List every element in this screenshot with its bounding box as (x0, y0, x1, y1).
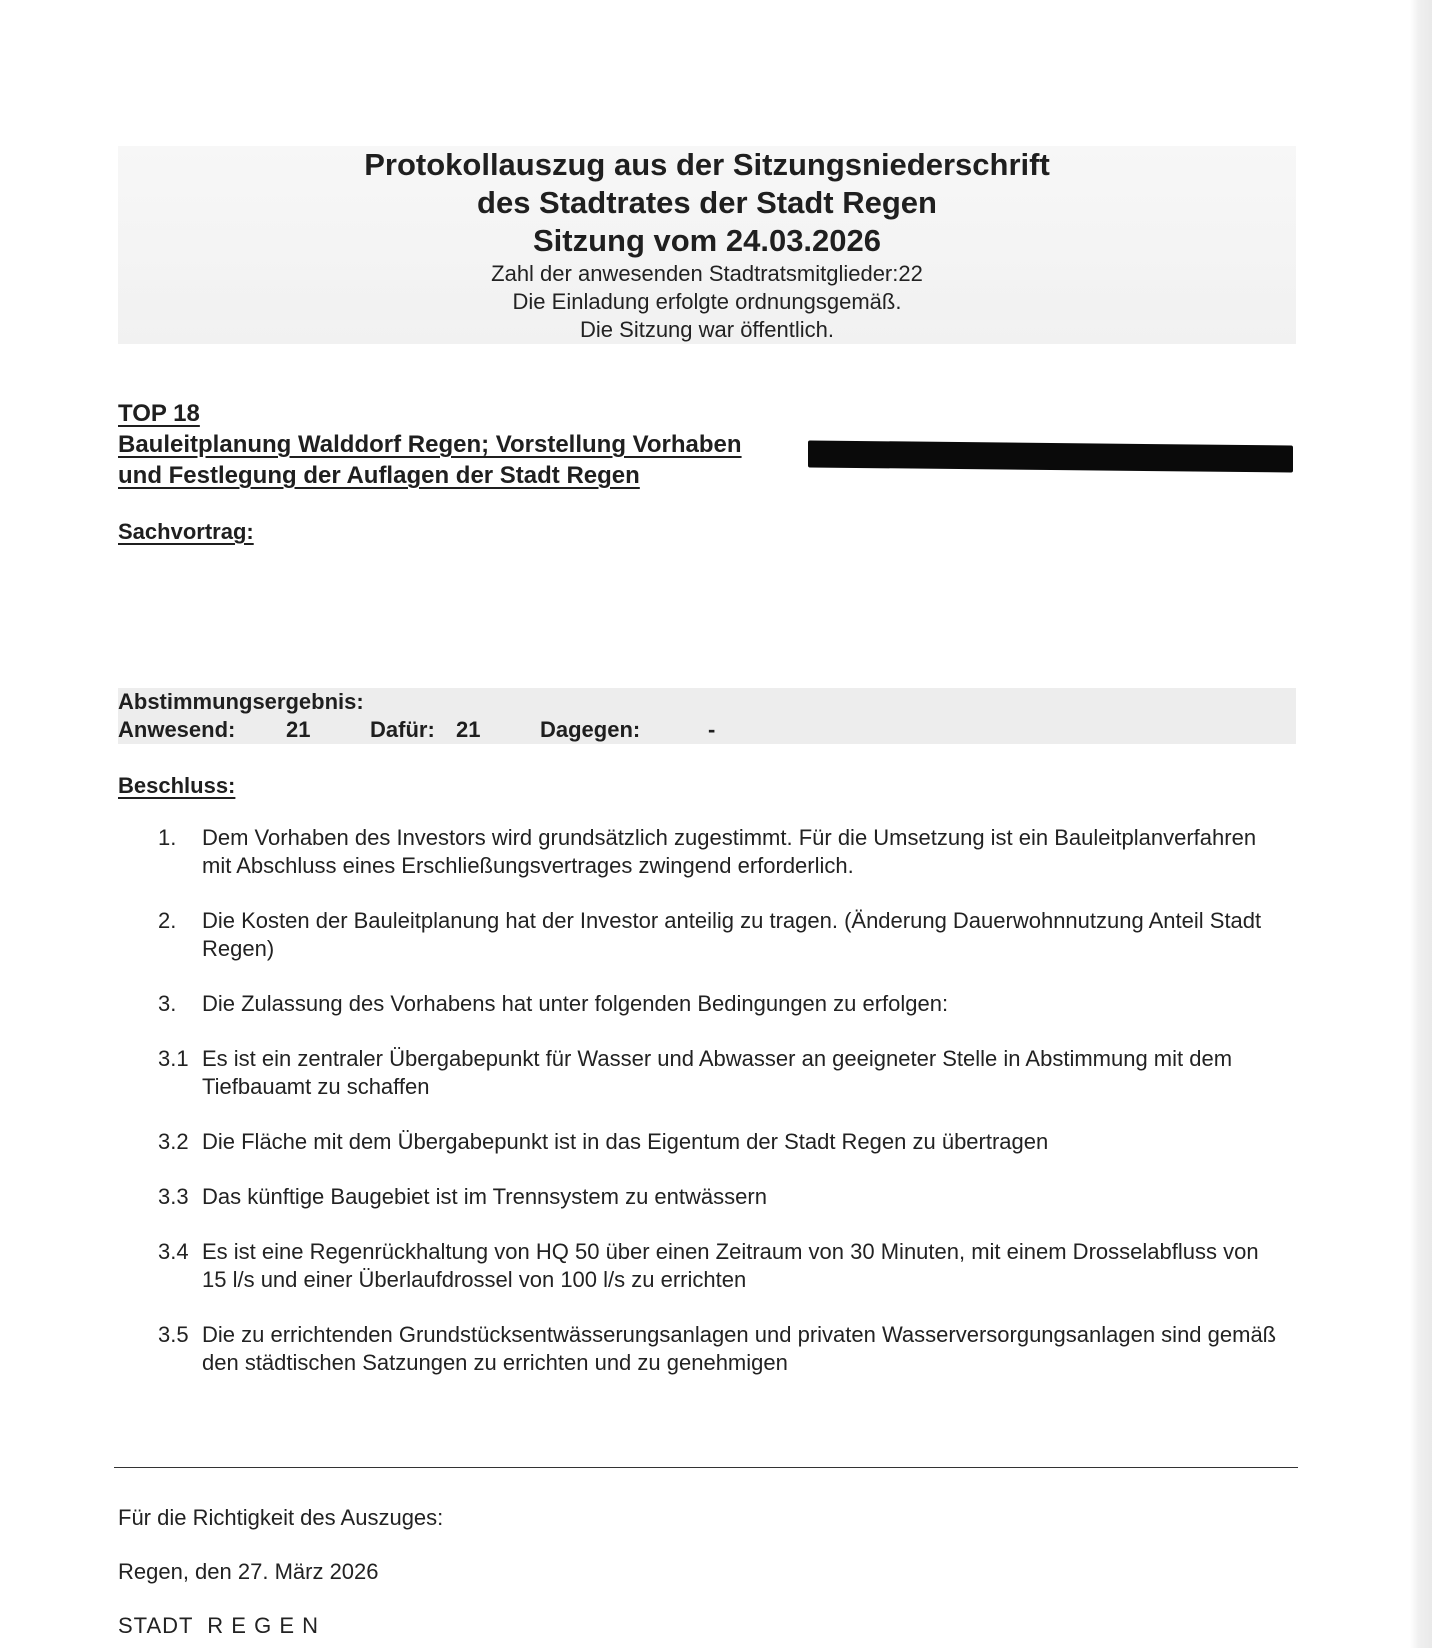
resolution-item (158, 1238, 1278, 1294)
resolution-item (158, 824, 1278, 880)
place-date-text: Regen, den 27. März 2026 (118, 1559, 379, 1584)
resolution-item-number: 3.2 (158, 1129, 189, 1154)
resolution-item (158, 1321, 1278, 1377)
vote-row (118, 716, 1296, 744)
header-invitation-note: Die Einladung erfolgte ordnungsgemäß. (512, 289, 902, 314)
resolution-item-number: 3. (158, 991, 177, 1016)
agenda-title-row (118, 429, 1298, 460)
certification-text: Für die Richtigkeit des Auszuges: (118, 1505, 444, 1530)
resolution-list (158, 824, 1278, 1404)
resolution-item-number: 1. (158, 825, 177, 850)
resolution-item-number: 3.1 (158, 1046, 189, 1071)
resolution-item-text: Dem Vorhaben des Investors wird grundsätzlich zugestimmt. Für die Umsetzung ist ein Bauleitplanverfahren mit Abschluss eines Erschließungsvertrages zwingend erforderlich. (202, 825, 1257, 878)
header-public-note: Die Sitzung war öffentlich. (580, 317, 834, 342)
resolution-item-text: Das künftige Baugebiet ist im Trennsystem zu entwässern (202, 1184, 767, 1209)
vote-against-label: Dagegen: (540, 717, 641, 742)
resolution-item-text: Die zu errichtenden Grundstücksentwässerungsanlagen und privaten Wasserversorgungsanlagen sind gemäß den städtischen Satzungen zu errichten und zu genehmigen (202, 1322, 1277, 1375)
resolution-item (158, 907, 1278, 963)
resolution-item-text: Die Zulassung des Vorhabens hat unter folgenden Bedingungen zu erfolgen: (202, 991, 949, 1016)
agenda-title-line-1: Bauleitplanung Walddorf Regen; Vorstellung Vorhaben (118, 431, 742, 458)
resolution-item-text: Es ist eine Regenrückhaltung von HQ 50 über einen Zeitraum von 30 Minuten, mit einem Drosselabfluss von 15 l/s und einer Überlaufdrossel von 100 l/s zu errichten (202, 1239, 1259, 1292)
vote-present-label: Anwesend: (118, 717, 236, 742)
sachvortrag-heading: Sachvortrag: (118, 519, 254, 544)
resolution-item-number: 3.4 (158, 1239, 189, 1264)
resolution-item-number: 2. (158, 908, 177, 933)
vote-heading: Abstimmungsergebnis: (118, 689, 364, 714)
vote-result (118, 688, 1296, 744)
agenda-item-number: TOP 18 (118, 400, 200, 427)
vote-for-value: 21 (456, 717, 481, 742)
header-title-line-1: Protokollauszug aus der Sitzungsniederschrift (364, 147, 1050, 182)
resolution-item-text: Es ist ein zentraler Übergabepunkt für Wasser und Abwasser an geeigneter Stelle in Abstimmung mit dem Tiefbauamt zu schaffen (202, 1046, 1233, 1099)
resolution-item (158, 1183, 1278, 1211)
vote-for-label: Dafür: (370, 717, 435, 742)
resolution-item (158, 1045, 1278, 1101)
beschluss-heading: Beschluss: (118, 773, 236, 798)
vote-against-value: - (708, 717, 716, 742)
resolution-item-text: Die Fläche mit dem Übergabepunkt ist in das Eigentum der Stadt Regen zu übertragen (202, 1129, 1049, 1154)
redaction-bar (808, 440, 1293, 472)
vote-present-value: 21 (286, 717, 311, 742)
resolution-item (158, 990, 1278, 1018)
header-members-present: Zahl der anwesenden Stadtratsmitglieder:22 (491, 261, 923, 286)
resolution-item-number: 3.5 (158, 1322, 189, 1347)
agenda-item (118, 398, 1298, 491)
agenda-title-line-2: und Festlegung der Auflagen der Stadt Regen (118, 462, 640, 489)
resolution-item (158, 1128, 1278, 1156)
city-signature: STADT R E G E N (118, 1613, 319, 1638)
header-title-line-2: des Stadtrates der Stadt Regen (477, 185, 937, 220)
document-header (118, 146, 1296, 344)
resolution-item-text: Die Kosten der Bauleitplanung hat der Investor anteilig zu tragen. (Änderung Dauerwohnnutzung Anteil Stadt Regen) (202, 908, 1262, 961)
footer-divider (114, 1467, 1298, 1468)
page-edge-shadow (1410, 0, 1432, 1648)
resolution-item-number: 3.3 (158, 1184, 189, 1209)
header-session-date: Sitzung vom 24.03.2026 (532, 223, 882, 258)
